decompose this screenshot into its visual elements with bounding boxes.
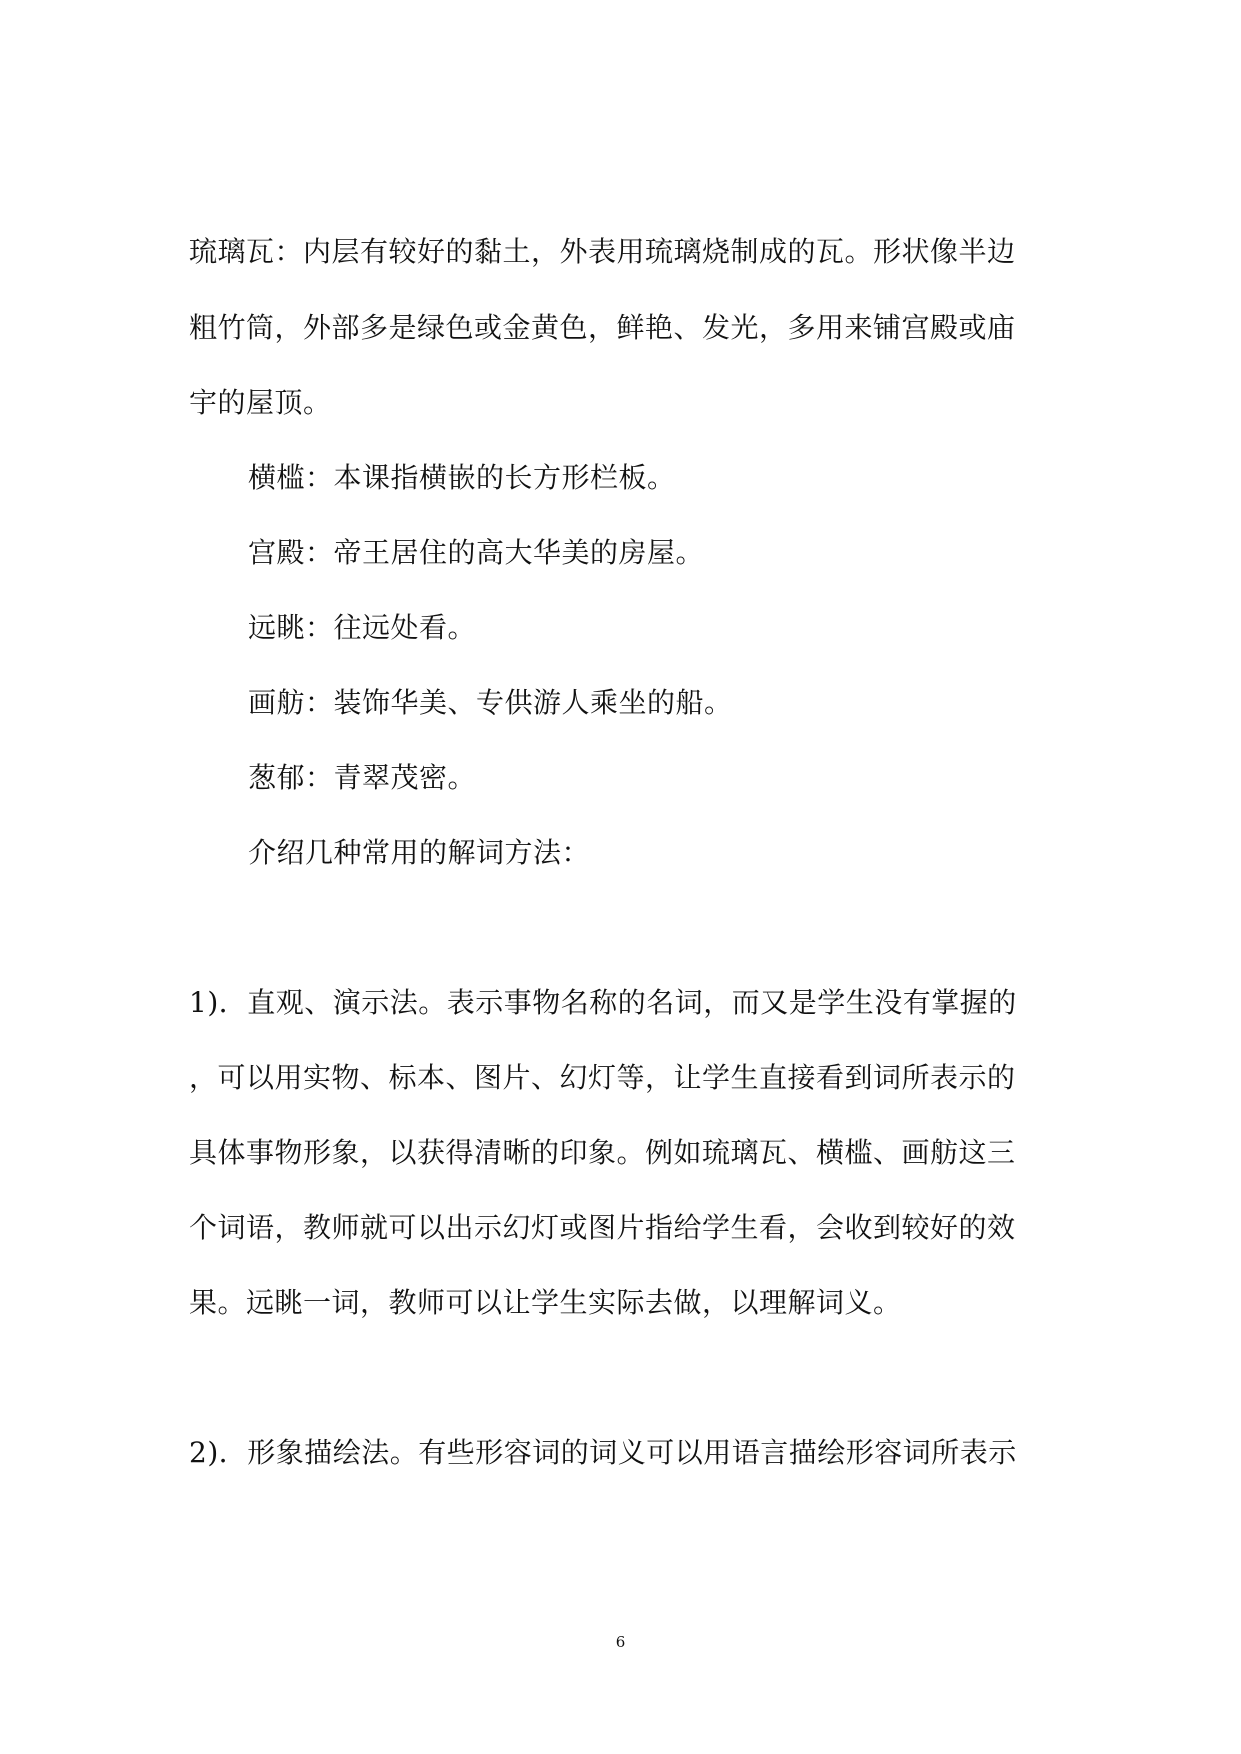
definition-line: 介绍几种常用的解词方法： xyxy=(248,836,591,869)
paragraph-line: 宇的屋顶。 xyxy=(189,386,332,419)
method-line: 果。远眺一词，教师可以让学生实际去做，以理解词义。 xyxy=(189,1286,902,1319)
page-number: 6 xyxy=(615,1633,626,1651)
definition-line: 远眺：往远处看。 xyxy=(248,611,477,644)
method-line: 个词语，教师就可以出示幻灯或图片指给学生看，会收到较好的效 xyxy=(189,1211,1016,1244)
definition-line: 葱郁：青翠茂密。 xyxy=(248,761,477,794)
method-line: 2)．形象描绘法。有些形容词的词义可以用语言描绘形容词所表示 xyxy=(189,1436,1017,1469)
paragraph-line: 粗竹筒，外部多是绿色或金黄色，鲜艳、发光，多用来铺宫殿或庙 xyxy=(189,311,1016,344)
definition-line: 宫殿：帝王居住的高大华美的房屋。 xyxy=(248,536,705,569)
definition-line: 横槛：本课指横嵌的长方形栏板。 xyxy=(248,461,676,494)
paragraph-line: 琉璃瓦：内层有较好的黏土，外表用琉璃烧制成的瓦。形状像半边 xyxy=(189,235,1016,268)
method-line: 1)．直观、演示法。表示事物名称的名词，而又是学生没有掌握的 xyxy=(189,986,1017,1019)
method-line: ，可以用实物、标本、图片、幻灯等，让学生直接看到词所表示的 xyxy=(189,1061,1016,1094)
definition-line: 画舫：装饰华美、专供游人乘坐的船。 xyxy=(248,686,733,719)
method-line: 具体事物形象，以获得清晰的印象。例如琉璃瓦、横槛、画舫这三 xyxy=(189,1136,1016,1169)
